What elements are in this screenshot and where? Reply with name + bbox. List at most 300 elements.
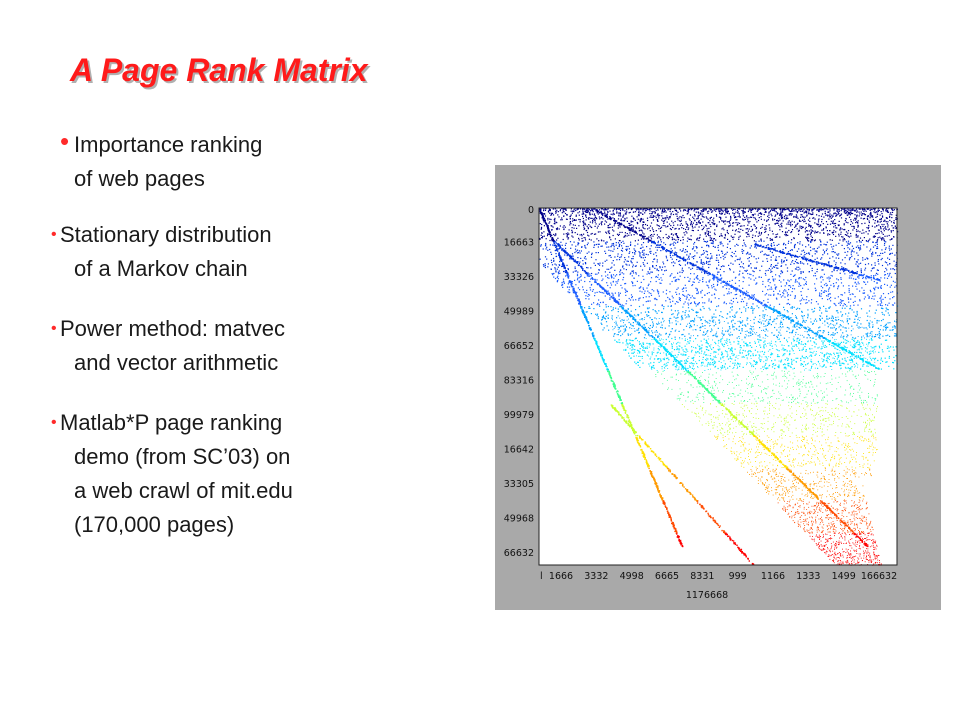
matrix-entry <box>776 236 777 237</box>
matrix-entry <box>648 315 649 316</box>
matrix-entry <box>716 260 717 261</box>
matrix-entry <box>571 235 572 236</box>
matrix-entry <box>771 354 772 355</box>
matrix-entry <box>669 216 670 217</box>
matrix-entry <box>824 284 825 285</box>
matrix-entry <box>781 296 782 297</box>
matrix-entry <box>618 279 619 280</box>
matrix-entry <box>714 363 715 364</box>
matrix-entry <box>735 260 736 261</box>
matrix-entry <box>595 233 596 234</box>
matrix-entry <box>735 251 736 252</box>
matrix-entry <box>608 318 609 319</box>
matrix-entry <box>709 280 710 281</box>
matrix-entry <box>588 298 589 299</box>
matrix-entry <box>845 327 846 328</box>
matrix-entry <box>858 255 859 256</box>
matrix-entry <box>732 230 733 231</box>
matrix-entry <box>850 369 851 370</box>
matrix-entry <box>721 333 722 334</box>
matrix-entry <box>606 306 607 307</box>
matrix-entry <box>666 333 667 334</box>
bullet-line: Importance ranking <box>74 132 263 157</box>
matrix-entry <box>659 296 660 297</box>
matrix-entry <box>785 219 786 220</box>
matrix-entry <box>800 364 801 365</box>
matrix-entry <box>823 250 824 251</box>
matrix-entry <box>895 265 896 266</box>
matrix-entry <box>644 212 645 213</box>
matrix-entry <box>811 209 812 210</box>
matrix-entry <box>794 238 795 239</box>
matrix-entry <box>815 239 816 240</box>
matrix-entry <box>877 233 878 234</box>
matrix-entry <box>560 242 561 243</box>
matrix-entry <box>747 253 748 254</box>
matrix-entry <box>652 272 653 273</box>
matrix-entry <box>742 266 743 267</box>
matrix-entry <box>658 291 659 292</box>
matrix-entry <box>740 295 741 296</box>
matrix-entry <box>655 247 656 248</box>
matrix-entry <box>724 210 725 211</box>
matrix-entry <box>805 303 806 304</box>
matrix-entry <box>646 288 647 289</box>
matrix-entry <box>835 298 836 299</box>
matrix-entry <box>740 266 741 267</box>
matrix-entry <box>703 239 704 240</box>
matrix-entry <box>799 350 800 351</box>
matrix-entry <box>551 229 552 230</box>
matrix-entry <box>688 212 689 213</box>
matrix-entry <box>615 284 616 285</box>
matrix-entry <box>676 294 677 295</box>
matrix-entry <box>777 293 778 294</box>
matrix-entry <box>783 293 784 294</box>
matrix-entry <box>663 221 664 222</box>
matrix-entry <box>543 210 544 211</box>
matrix-entry <box>650 253 651 254</box>
matrix-entry <box>623 277 624 278</box>
matrix-entry <box>592 214 593 215</box>
matrix-entry <box>683 295 684 296</box>
matrix-entry <box>722 265 723 266</box>
matrix-entry <box>731 292 732 293</box>
matrix-entry <box>553 261 554 262</box>
matrix-entry <box>877 269 878 270</box>
matrix-entry <box>822 318 823 319</box>
matrix-entry <box>833 246 834 247</box>
matrix-entry <box>624 210 625 211</box>
matrix-entry <box>576 270 577 271</box>
matrix-entry <box>747 219 748 220</box>
matrix-entry <box>789 281 790 282</box>
matrix-entry <box>590 279 591 280</box>
matrix-entry <box>800 285 801 286</box>
matrix-entry <box>856 247 857 248</box>
matrix-entry <box>830 244 831 245</box>
matrix-entry <box>707 358 708 359</box>
matrix-entry <box>789 332 790 333</box>
matrix-entry <box>787 271 788 272</box>
matrix-entry <box>652 327 653 328</box>
matrix-entry <box>840 305 841 306</box>
matrix-entry <box>572 237 573 238</box>
matrix-entry <box>757 211 758 212</box>
matrix-entry <box>662 327 663 328</box>
matrix-entry <box>619 240 620 241</box>
matrix-entry <box>578 287 579 288</box>
matrix-entry <box>657 237 658 238</box>
matrix-entry <box>697 312 698 313</box>
matrix-entry <box>869 296 870 297</box>
matrix-entry <box>788 241 789 242</box>
matrix-entry <box>612 315 613 316</box>
matrix-entry <box>550 219 551 220</box>
matrix-entry <box>828 296 829 297</box>
matrix-entry <box>748 354 749 355</box>
matrix-entry <box>693 281 694 282</box>
matrix-entry <box>683 270 684 271</box>
matrix-entry <box>793 210 794 211</box>
matrix-entry <box>670 302 671 303</box>
matrix-entry <box>596 274 597 275</box>
matrix-entry <box>800 303 801 304</box>
matrix-entry <box>834 285 835 286</box>
matrix-entry <box>828 326 829 327</box>
matrix-entry <box>606 282 607 283</box>
matrix-entry <box>727 232 728 233</box>
matrix-entry <box>564 283 565 284</box>
matrix-entry <box>856 237 857 238</box>
matrix-entry <box>781 322 782 323</box>
matrix-entry <box>854 228 855 229</box>
matrix-entry <box>563 234 564 235</box>
matrix-entry <box>827 277 828 278</box>
matrix-entry <box>712 219 713 220</box>
matrix-entry <box>622 342 623 343</box>
matrix-entry <box>637 244 638 245</box>
matrix-entry <box>878 352 879 353</box>
matrix-entry <box>684 234 685 235</box>
matrix-entry <box>844 224 845 225</box>
matrix-entry <box>819 337 820 338</box>
matrix-entry <box>858 266 859 267</box>
matrix-entry <box>719 254 720 255</box>
matrix-entry <box>558 278 559 279</box>
matrix-entry <box>733 341 734 342</box>
matrix-entry <box>776 234 777 235</box>
matrix-entry <box>734 215 735 216</box>
matrix-entry <box>843 285 844 286</box>
matrix-entry <box>792 308 793 309</box>
matrix-entry <box>775 365 776 366</box>
matrix-entry <box>591 257 592 258</box>
matrix-entry <box>621 219 622 220</box>
matrix-entry <box>836 363 837 364</box>
matrix-entry <box>845 208 846 209</box>
matrix-entry <box>591 284 592 285</box>
matrix-entry <box>688 229 689 230</box>
matrix-entry <box>845 220 846 221</box>
matrix-entry <box>821 282 822 283</box>
matrix-entry <box>692 368 693 369</box>
matrix-entry <box>857 342 858 343</box>
matrix-entry <box>652 352 653 353</box>
matrix-entry <box>559 252 560 253</box>
matrix-entry <box>549 249 550 250</box>
matrix-entry <box>806 208 807 209</box>
matrix-entry <box>783 220 784 221</box>
matrix-entry <box>601 280 602 281</box>
matrix-entry <box>583 208 584 209</box>
matrix-entry <box>623 349 624 350</box>
matrix-entry <box>859 342 860 343</box>
matrix-entry <box>704 352 705 353</box>
matrix-entry <box>695 224 696 225</box>
matrix-entry <box>659 362 660 363</box>
matrix-entry <box>781 318 782 319</box>
matrix-entry <box>836 211 837 212</box>
matrix-entry <box>764 214 765 215</box>
matrix-entry <box>612 294 613 295</box>
matrix-entry <box>879 230 880 231</box>
matrix-entry <box>783 249 784 250</box>
matrix-entry <box>711 243 712 244</box>
matrix-entry <box>860 248 861 249</box>
matrix-entry <box>677 212 678 213</box>
matrix-entry <box>785 257 786 258</box>
matrix-entry <box>773 233 774 234</box>
matrix-entry <box>684 363 685 364</box>
matrix-entry <box>589 273 590 274</box>
matrix-entry <box>619 274 620 275</box>
matrix-entry <box>817 269 818 270</box>
matrix-entry <box>650 237 651 238</box>
matrix-entry <box>772 210 773 211</box>
matrix-entry <box>747 234 748 235</box>
matrix-entry <box>832 316 833 317</box>
matrix-entry <box>654 216 655 217</box>
matrix-entry <box>831 218 832 219</box>
matrix-entry <box>892 212 893 213</box>
matrix-entry <box>575 271 576 272</box>
matrix-entry <box>755 284 756 285</box>
matrix-entry <box>850 367 851 368</box>
matrix-entry <box>582 214 583 215</box>
matrix-entry <box>744 270 745 271</box>
matrix-entry <box>843 363 844 364</box>
matrix-entry <box>627 233 628 234</box>
matrix-entry <box>819 211 820 212</box>
matrix-entry <box>559 270 560 271</box>
matrix-entry <box>563 281 564 282</box>
matrix-entry <box>728 348 729 349</box>
matrix-entry <box>584 277 585 278</box>
matrix-entry <box>575 246 576 247</box>
matrix-entry <box>784 349 785 350</box>
matrix-entry <box>856 229 857 230</box>
matrix-entry <box>564 211 565 212</box>
matrix-entry <box>816 290 817 291</box>
matrix-entry <box>852 250 853 251</box>
matrix-entry <box>708 246 709 247</box>
matrix-entry <box>559 265 560 266</box>
matrix-entry <box>877 334 878 335</box>
matrix-entry <box>570 248 571 249</box>
matrix-entry <box>693 230 694 231</box>
matrix-entry <box>792 213 793 214</box>
matrix-entry <box>626 217 627 218</box>
matrix-entry <box>658 225 659 226</box>
matrix-entry <box>599 218 600 219</box>
matrix-entry <box>853 278 854 279</box>
matrix-entry <box>755 317 756 318</box>
matrix-entry <box>791 359 792 360</box>
matrix-entry <box>715 317 716 318</box>
matrix-entry <box>854 258 855 259</box>
matrix-entry <box>736 294 737 295</box>
matrix-entry <box>586 219 587 220</box>
matrix-entry <box>777 263 778 264</box>
matrix-entry <box>860 323 861 324</box>
matrix-entry <box>635 309 636 310</box>
matrix-entry <box>862 366 863 367</box>
matrix-entry <box>881 301 882 302</box>
matrix-entry <box>750 279 751 280</box>
matrix-entry <box>622 266 623 267</box>
matrix-entry <box>657 332 658 333</box>
matrix-entry <box>812 255 813 256</box>
matrix-entry <box>895 273 896 274</box>
matrix-entry <box>802 298 803 299</box>
matrix-entry <box>687 238 688 239</box>
matrix-entry <box>630 340 631 341</box>
matrix-entry <box>861 308 862 309</box>
matrix-entry <box>789 285 790 286</box>
matrix-entry <box>822 254 823 255</box>
matrix-entry <box>633 278 634 279</box>
matrix-entry <box>590 267 591 268</box>
matrix-entry <box>577 274 578 275</box>
matrix-entry <box>746 291 747 292</box>
matrix-entry <box>794 210 795 211</box>
matrix-entry <box>771 215 772 216</box>
matrix-entry <box>609 211 610 212</box>
matrix-entry <box>630 225 631 226</box>
matrix-entry <box>616 317 617 318</box>
matrix-entry <box>760 361 761 362</box>
matrix-entry <box>642 214 643 215</box>
matrix-entry <box>783 290 784 291</box>
matrix-entry <box>759 359 760 360</box>
matrix-entry <box>787 292 788 293</box>
matrix-entry <box>679 293 680 294</box>
matrix-entry <box>612 227 613 228</box>
matrix-entry <box>767 289 768 290</box>
matrix-entry <box>790 264 791 265</box>
matrix-entry <box>719 349 720 350</box>
matrix-entry <box>810 352 811 353</box>
matrix-entry <box>718 320 719 321</box>
matrix-entry <box>709 292 710 293</box>
matrix-entry <box>830 297 831 298</box>
matrix-entry <box>725 331 726 332</box>
matrix-entry <box>800 211 801 212</box>
matrix-entry <box>687 258 688 259</box>
matrix-entry <box>603 240 604 241</box>
matrix-entry <box>635 240 636 241</box>
matrix-entry <box>766 329 767 330</box>
matrix-entry <box>835 223 836 224</box>
matrix-entry <box>748 221 749 222</box>
matrix-entry <box>621 220 622 221</box>
matrix-entry <box>799 220 800 221</box>
matrix-entry <box>816 321 817 322</box>
matrix-entry <box>769 212 770 213</box>
matrix-entry <box>798 282 799 283</box>
matrix-entry <box>887 285 888 286</box>
matrix-entry <box>880 277 881 278</box>
matrix-entry <box>787 235 788 236</box>
matrix-entry <box>743 307 744 308</box>
matrix-entry <box>679 228 680 229</box>
matrix-entry <box>643 233 644 234</box>
matrix-entry <box>730 356 731 357</box>
matrix-entry <box>700 291 701 292</box>
matrix-entry <box>658 336 659 337</box>
matrix-entry <box>621 254 622 255</box>
matrix-entry <box>695 351 696 352</box>
matrix-entry <box>824 290 825 291</box>
matrix-entry <box>636 330 637 331</box>
matrix-entry <box>646 254 647 255</box>
matrix-entry <box>742 273 743 274</box>
matrix-entry <box>889 322 890 323</box>
matrix-entry <box>880 305 881 306</box>
matrix-entry <box>741 210 742 211</box>
matrix-entry <box>843 326 844 327</box>
matrix-entry <box>708 362 709 363</box>
matrix-entry <box>751 210 752 211</box>
matrix-entry <box>816 214 817 215</box>
matrix-entry <box>543 248 544 249</box>
matrix-entry <box>894 321 895 322</box>
matrix-entry <box>747 292 748 293</box>
matrix-entry <box>728 291 729 292</box>
matrix-entry <box>613 235 614 236</box>
matrix-entry <box>789 351 790 352</box>
matrix-entry <box>658 310 659 311</box>
matrix-entry <box>802 288 803 289</box>
matrix-entry <box>827 215 828 216</box>
matrix-entry <box>643 253 644 254</box>
matrix-entry <box>713 284 714 285</box>
matrix-entry <box>845 252 846 253</box>
matrix-entry <box>761 232 762 233</box>
matrix-entry <box>550 244 551 245</box>
matrix-entry <box>640 297 641 298</box>
matrix-entry <box>853 312 854 313</box>
matrix-entry <box>584 224 585 225</box>
matrix-entry <box>816 232 817 233</box>
matrix-entry <box>696 315 697 316</box>
matrix-entry <box>671 314 672 315</box>
matrix-entry <box>673 297 674 298</box>
matrix-entry <box>759 315 760 316</box>
matrix-entry <box>775 216 776 217</box>
matrix-entry <box>749 229 750 230</box>
